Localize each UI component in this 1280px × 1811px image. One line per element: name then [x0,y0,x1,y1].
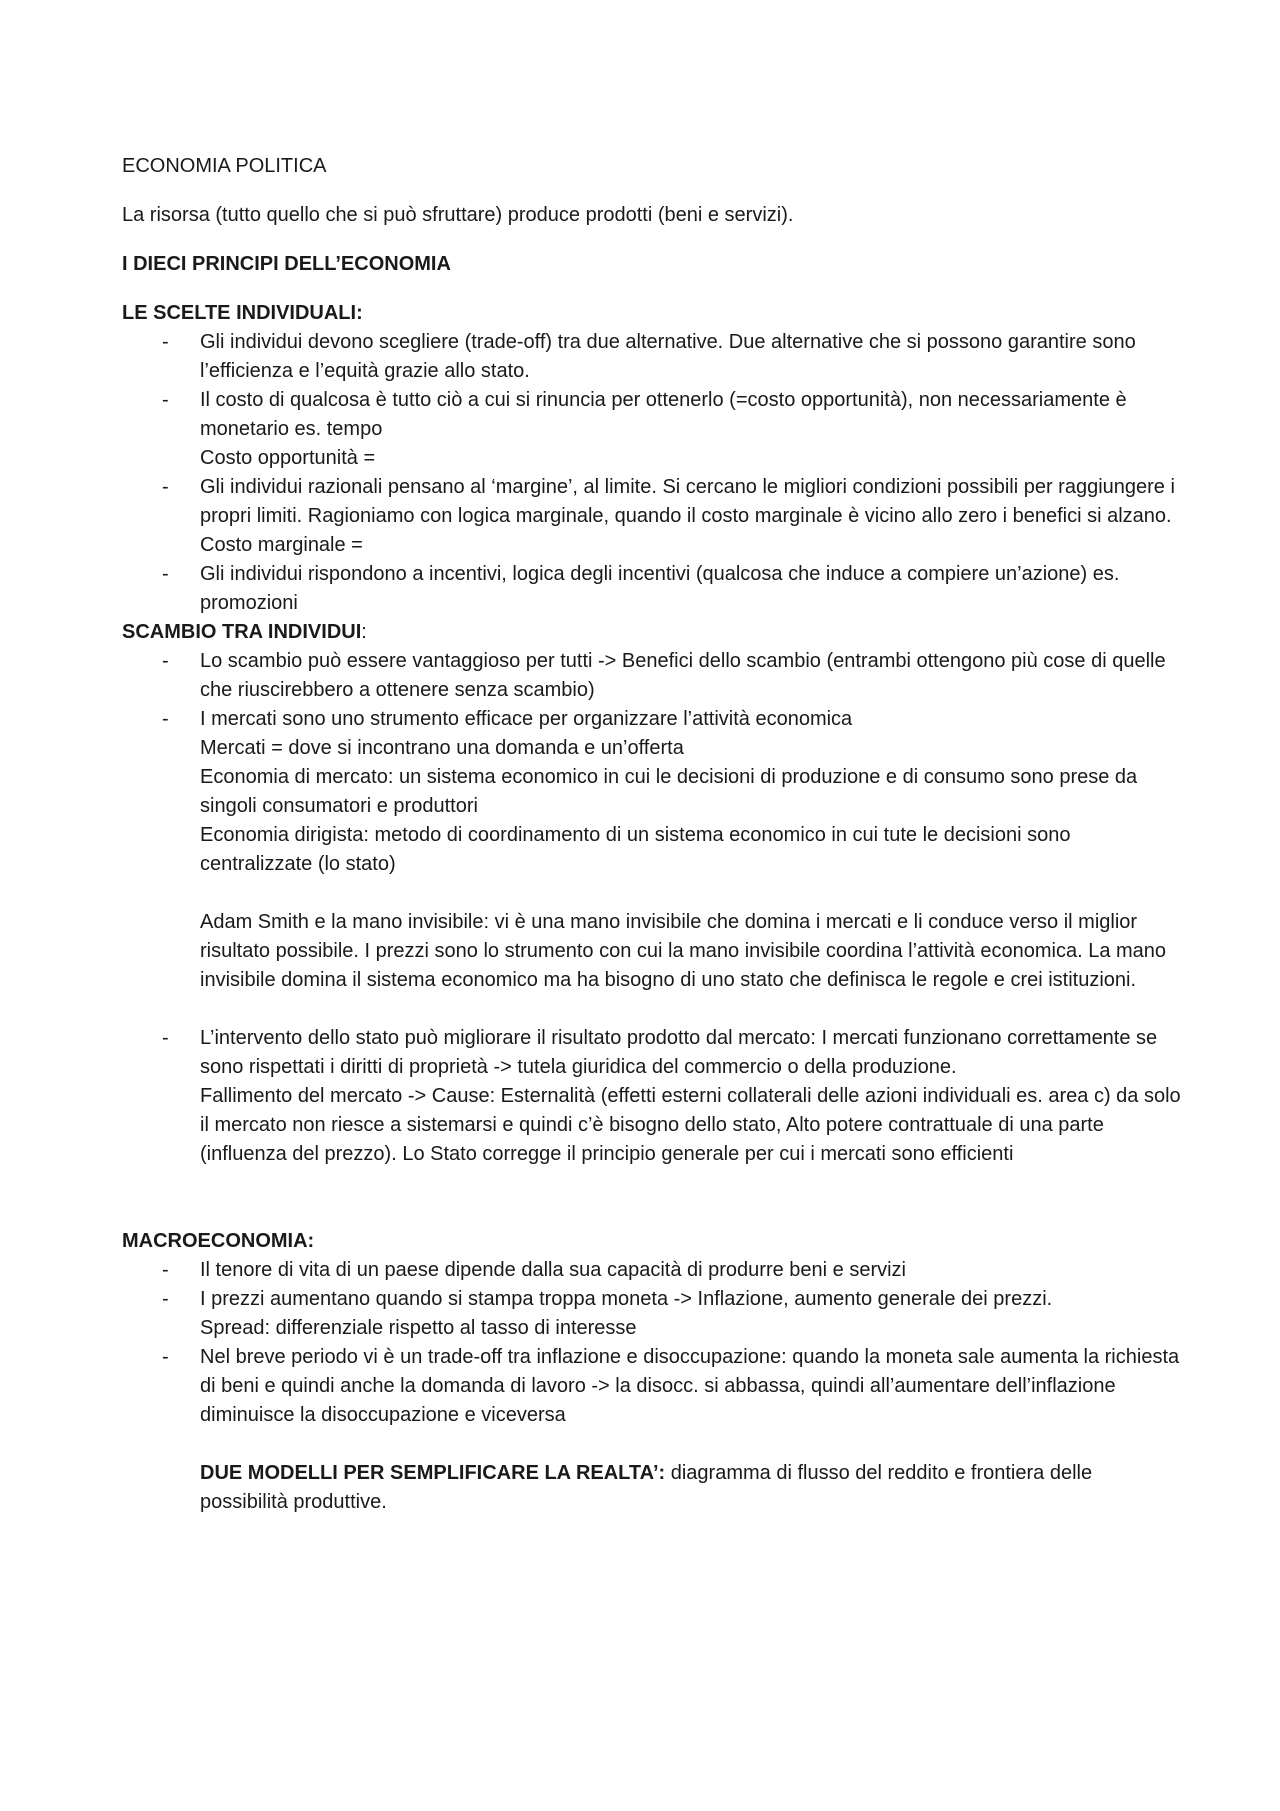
list-item-text: - Lo scambio può essere vantaggioso per tutti -> Benefici dello scambio (entrambi ottengono più cose di quelle che riuscirebbero a ottenere senza scambio) [200,650,1166,701]
main-heading: I DIECI PRINCIPI DELL’ECONOMIA [122,253,451,275]
list-item-text: - L’intervento dello stato può migliorare il risultato prodotto dal mercato: I mercati funzionano correttamente se sono rispettati i diritti di proprietà -> tutela giuridica del commercio o della produzione. [200,1027,1158,1078]
list-item-text: Spread: differenziale rispetto al tasso di interesse [200,1317,637,1339]
list-item-text: - Gli individui rispondono a incentivi, logica degli incentivi (qualcosa che induce a compiere un’azione) es. promozioni [200,563,1120,614]
blank-line [200,1430,1182,1459]
list-item-text: Fallimento del mercato -> Cause: Esternalità (effetti esterni collaterali delle azioni individuali es. area c) da solo il mercato non riesce a sistemarsi e quindi c’è bisogno dello stato, Alto potere contrattuale di una parte (influenza del prezzo). Lo Stato corregge il principio generale per cui i mercati sono efficienti [200,1085,1181,1165]
list-item-text: - Il tenore di vita di un paese dipende dalla sua capacità di produrre beni e servizi [200,1259,906,1281]
list-item [122,1285,1182,1343]
list-item [122,473,1182,560]
list-item-text: - Gli individui devono scegliere (trade-off) tra due alternative. Due alternative che si possono garantire sono l’efficienza e l’equità grazie allo stato. [200,331,1136,382]
list-item [122,705,1182,1024]
list-item [122,328,1182,386]
models-heading: DUE MODELLI PER SEMPLIFICARE LA REALTA’: [200,1462,666,1484]
list-item-text: Costo opportunità = [200,447,376,469]
list-item [122,1343,1182,1517]
list-item [122,647,1182,705]
exchange-list [122,647,1182,1169]
section-heading-individual: LE SCELTE INDIVIDUALI: [122,302,363,324]
list-item [122,1024,1182,1169]
list-item-text: - Gli individui razionali pensano al ‘margine’, al limite. Si cercano le migliori condizioni possibili per raggiungere i propri limiti. Ragioniamo con logica marginale, quando il costo marginale è vicino allo zero i benefici si alzano. Costo marginale = [200,476,1175,556]
list-item-text: Economia di mercato: un sistema economico in cui le decisioni di produzione e di consumo sono prese da singoli consumatori e produttori [200,766,1138,817]
section-heading-macro: MACROECONOMIA: [122,1230,315,1252]
list-item-text: - I mercati sono uno strumento efficace per organizzare l’attività economica [200,708,853,730]
intro-paragraph: La risorsa (tutto quello che si può sfruttare) produce prodotti (beni e servizi). [122,204,794,226]
section-heading-exchange-text: SCAMBIO TRA INDIVIDUI [122,621,362,643]
list-item-text: - I prezzi aumentano quando si stampa troppa moneta -> Inflazione, aumento generale dei prezzi. [200,1288,1053,1310]
list-item [122,1256,1182,1285]
individual-list [122,328,1182,618]
blank-line [200,995,1182,1024]
adam-smith-paragraph: Adam Smith e la mano invisibile: vi è una mano invisibile che domina i mercati e li conduce verso il miglior risultato possibile. I prezzi sono lo strumento con cui la mano invisibile coordina l’attività economica. La mano invisibile domina il sistema economico ma ha bisogno di uno stato che definisca le regole e crei istituzioni. [200,911,1167,991]
document-title: ECONOMIA POLITICA [122,155,327,177]
list-item-text: - Nel breve periodo vi è un trade-off tra inflazione e disoccupazione: quando la moneta sale aumenta la richiesta di beni e quindi anche la domanda di lavoro -> la disocc. si abbassa, quindi all’aumentare dell’inflazione diminuisce la disoccupazione e viceversa [200,1346,1180,1426]
list-item [122,560,1182,618]
list-item [122,386,1182,473]
list-item-text: - Il costo di qualcosa è tutto ciò a cui si rinuncia per ottenerlo (=costo opportunità), non necessariamente è monetario es. tempo [200,389,1127,440]
models-text: diagramma di flusso del reddito e frontiera delle possibilità produttive. [200,1462,1093,1513]
list-item-text: Mercati = dove si incontrano una domanda e un’offerta [200,737,684,759]
blank-line [200,879,1182,908]
models-paragraph [200,1459,1182,1517]
section-heading-exchange-colon: : [361,621,367,643]
macro-list [122,1256,1182,1517]
section-heading-exchange [122,618,1182,647]
document-page [122,152,1182,1517]
list-item-text: Economia dirigista: metodo di coordinamento di un sistema economico in cui tute le decisioni sono centralizzate (lo stato) [200,824,1071,875]
